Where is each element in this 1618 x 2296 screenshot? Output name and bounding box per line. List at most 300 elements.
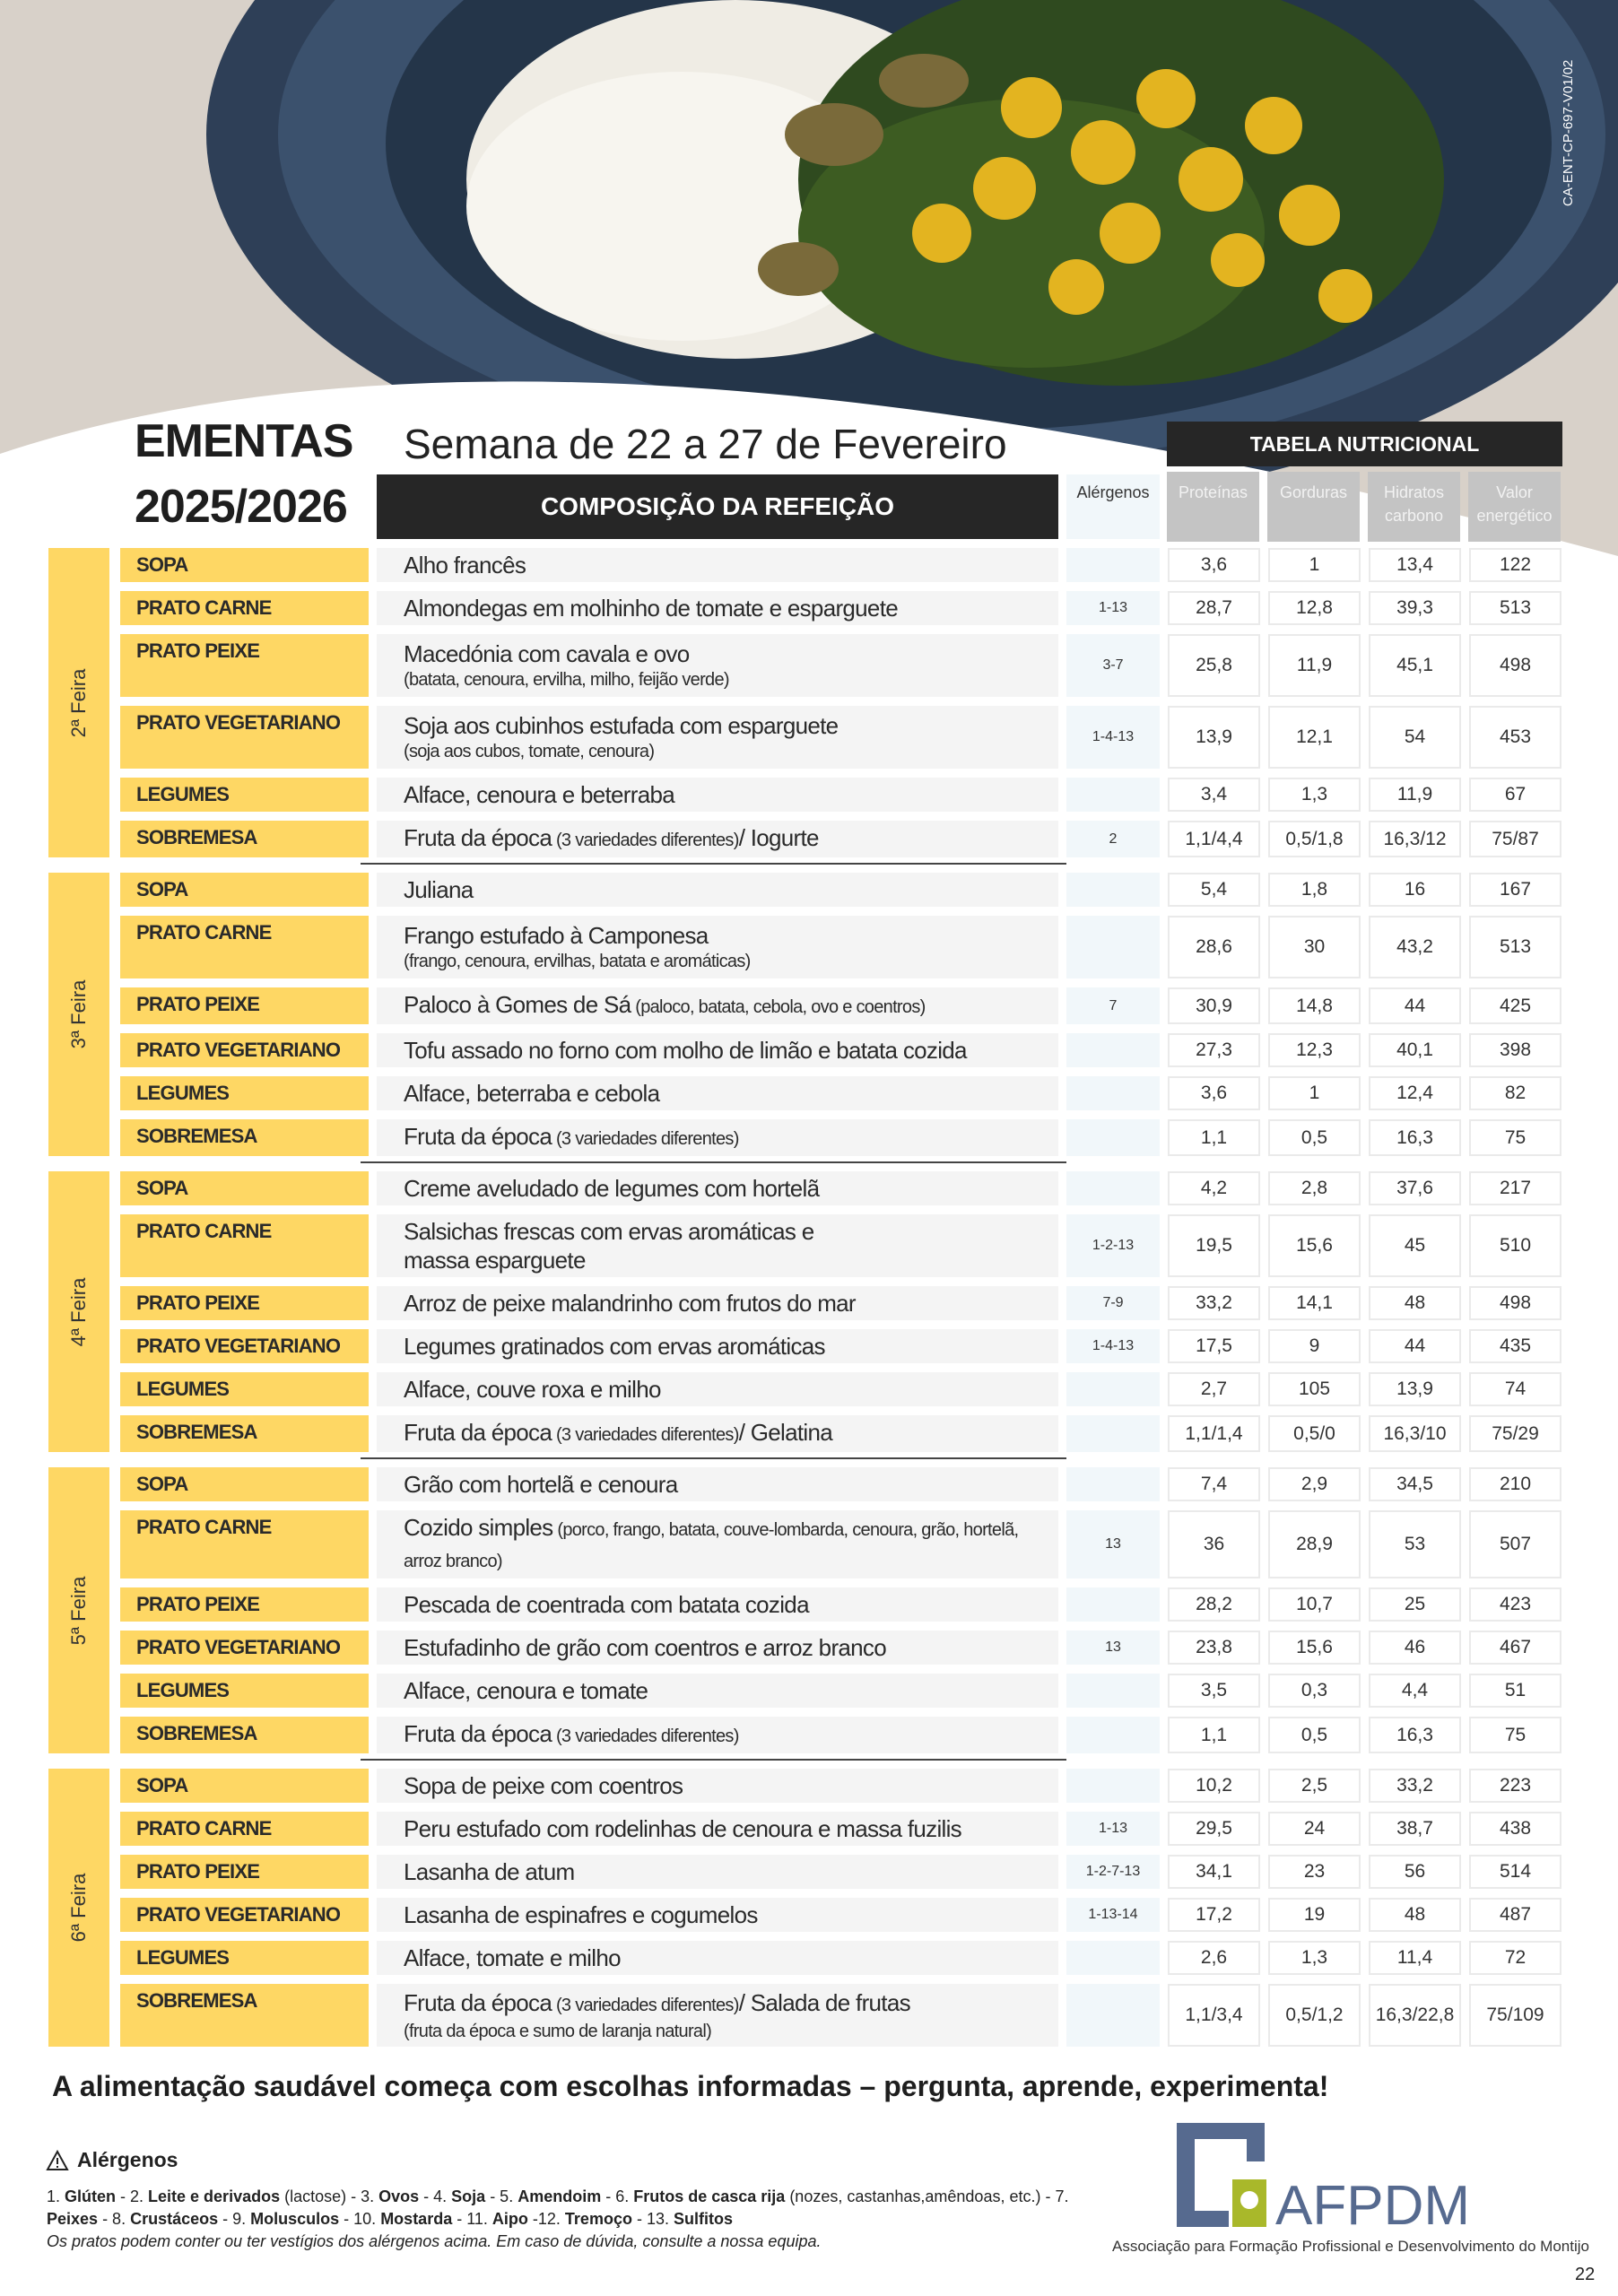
allergens-cell: 3-7 — [1066, 634, 1160, 697]
description-line — [404, 780, 1053, 809]
dish-name: Almondegas em molhinho de tomate e esparguete — [404, 595, 898, 622]
energy-value: 435 — [1469, 1329, 1561, 1363]
energy-value: 507 — [1469, 1510, 1561, 1578]
meal-description — [377, 1812, 1058, 1846]
description-line — [404, 1375, 1053, 1404]
energy-value: 75/109 — [1469, 1984, 1561, 2047]
allergen-text: -12. — [527, 2210, 565, 2228]
proteins-value: 17,5 — [1168, 1329, 1260, 1363]
proteins-value: 5,4 — [1168, 873, 1260, 907]
allergens-cell — [1066, 1587, 1160, 1622]
menu-row — [120, 706, 1564, 769]
fats-value: 0,5/1,8 — [1268, 821, 1361, 857]
fats-value: 23 — [1268, 1855, 1361, 1889]
fats-value: 1,3 — [1268, 778, 1361, 812]
description-line — [404, 875, 1053, 904]
dish-ingredients: (batata, cenoura, ervilha, milho, feijão verde) — [404, 670, 729, 690]
menu-row — [120, 1171, 1564, 1205]
meal-category: SOBREMESA — [120, 821, 369, 857]
meal-category: PRATO PEIXE — [120, 987, 369, 1024]
proteins-value: 7,4 — [1168, 1467, 1260, 1501]
dish-name: Fruta da época — [404, 1123, 552, 1150]
meal-category: SOPA — [120, 1467, 369, 1501]
menu-row — [120, 1812, 1564, 1846]
allergen-name: Crustáceos — [130, 2210, 219, 2228]
menu-row — [120, 1674, 1564, 1708]
energy-value: 82 — [1469, 1076, 1561, 1110]
energy-value: 210 — [1469, 1467, 1561, 1501]
dish-name: Fruta da época — [404, 824, 552, 851]
menu-row — [120, 634, 1564, 697]
proteins-value: 17,2 — [1168, 1898, 1260, 1932]
page-title: EMENTAS — [135, 415, 353, 467]
carbs-value: 40,1 — [1369, 1033, 1461, 1067]
meal-category: PRATO VEGETARIANO — [120, 1898, 369, 1932]
menu-row — [120, 591, 1564, 625]
energy-value: 498 — [1469, 634, 1561, 697]
allergens-cell — [1066, 778, 1160, 812]
day-separator — [361, 1457, 1066, 1459]
energy-value: 67 — [1469, 778, 1561, 812]
day-label: 6ª Feira — [67, 1873, 90, 1943]
allergen-name: Ovos — [378, 2187, 420, 2205]
allergen-name: Soja — [451, 2187, 486, 2205]
meal-category: SOPA — [120, 1769, 369, 1803]
description-line — [404, 1513, 1053, 1576]
meal-category: PRATO VEGETARIANO — [120, 1329, 369, 1363]
allergen-text: (nozes, castanhas,amêndoas, etc.) - 7. — [785, 2187, 1069, 2205]
dish-name: Pescada de coentrada com batata cozida — [404, 1591, 809, 1618]
allergen-text: - 8. — [98, 2210, 131, 2228]
meal-description — [377, 706, 1058, 769]
allergens-cell — [1066, 1415, 1160, 1452]
description-line — [404, 711, 1053, 740]
proteins-column-header: Proteínas — [1167, 472, 1259, 542]
description-line — [404, 1289, 1053, 1318]
allergen-name: Leite e derivados — [148, 2187, 281, 2205]
meal-category: LEGUMES — [120, 1372, 369, 1406]
description-line — [404, 1590, 1053, 1619]
menu-row — [120, 1769, 1564, 1803]
day-label: 3ª Feira — [67, 979, 90, 1049]
allergen-name: Mostarda — [380, 2210, 453, 2228]
menu-row — [120, 548, 1564, 582]
allergen-text: - 2. — [116, 2187, 149, 2205]
allergens-cell — [1066, 1076, 1160, 1110]
fats-value: 15,6 — [1268, 1631, 1361, 1665]
meal-category: SOBREMESA — [120, 1717, 369, 1753]
carbs-value: 44 — [1369, 1329, 1461, 1363]
meal-description — [377, 987, 1058, 1024]
nutrition-table-header: TABELA NUTRICIONAL — [1167, 422, 1562, 466]
proteins-value: 33,2 — [1168, 1286, 1260, 1320]
day-separator — [361, 863, 1066, 865]
allergen-name: Amendoim — [518, 2187, 602, 2205]
fats-value: 10,7 — [1268, 1587, 1361, 1622]
meal-category: PRATO VEGETARIANO — [120, 1631, 369, 1665]
description-line — [404, 823, 1053, 855]
fats-column-header: Gorduras — [1267, 472, 1360, 542]
proteins-value: 34,1 — [1168, 1855, 1260, 1889]
fats-value: 30 — [1268, 916, 1361, 978]
meal-description — [377, 1076, 1058, 1110]
meal-description — [377, 1119, 1058, 1156]
menu-row — [120, 778, 1564, 812]
energy-value: 75/29 — [1469, 1415, 1561, 1452]
proteins-value: 4,2 — [1168, 1171, 1260, 1205]
fats-value: 9 — [1268, 1329, 1361, 1363]
allergens-disclaimer: Os pratos podem conter ou ter vestígios dos alérgenos acima. Em caso de dúvida, consulte a nossa equipa. — [47, 2232, 822, 2250]
carbs-value: 45 — [1369, 1214, 1461, 1277]
menu-row — [120, 1510, 1564, 1578]
allergen-text: - 11. — [452, 2210, 492, 2228]
meal-description — [377, 1898, 1058, 1932]
carbs-value: 48 — [1369, 1286, 1461, 1320]
energy-value: 487 — [1469, 1898, 1561, 1932]
menu-row — [120, 1214, 1564, 1277]
day-band — [48, 548, 109, 857]
fats-value: 28,9 — [1268, 1510, 1361, 1578]
proteins-value: 3,6 — [1168, 548, 1260, 582]
meal-description — [377, 873, 1058, 907]
fats-value: 11,9 — [1268, 634, 1361, 697]
day-block — [48, 873, 1564, 1156]
energy-value: 510 — [1469, 1214, 1561, 1277]
allergens-cell — [1066, 1467, 1160, 1501]
carbs-value: 34,5 — [1369, 1467, 1461, 1501]
description-line — [404, 1676, 1053, 1705]
proteins-value: 28,2 — [1168, 1587, 1260, 1622]
meal-category: LEGUMES — [120, 1941, 369, 1975]
meal-category: LEGUMES — [120, 1674, 369, 1708]
meal-description — [377, 1415, 1058, 1452]
allergens-cell: 1-13 — [1066, 591, 1160, 625]
fats-value: 1,8 — [1268, 873, 1361, 907]
allergens-cell — [1066, 1674, 1160, 1708]
allergens-cell: 1-4-13 — [1066, 706, 1160, 769]
carbs-value: 16 — [1369, 873, 1461, 907]
meal-description — [377, 1855, 1058, 1889]
meal-category: SOBREMESA — [120, 1119, 369, 1156]
meal-category: SOPA — [120, 873, 369, 907]
dish-note: (3 variedades diferentes) — [552, 1726, 739, 1746]
proteins-value: 13,9 — [1168, 706, 1260, 769]
allergens-cell — [1066, 1372, 1160, 1406]
dish-name: Alface, cenoura e beterraba — [404, 781, 674, 808]
meal-category: SOPA — [120, 548, 369, 582]
dish-name: Cozido simples — [404, 1514, 553, 1541]
menu-row — [120, 987, 1564, 1024]
carbs-value: 33,2 — [1369, 1769, 1461, 1803]
allergen-name: Peixes — [47, 2210, 99, 2228]
menu-row — [120, 1855, 1564, 1889]
day-band — [48, 1171, 109, 1452]
dish-name: Tofu assado no forno com molho de limão e batata cozida — [404, 1037, 967, 1064]
carbs-value: 46 — [1369, 1631, 1461, 1665]
dish-name: Alface, tomate e milho — [404, 1944, 621, 1971]
menu-row — [120, 873, 1564, 907]
fats-value: 0,5/1,2 — [1268, 1984, 1361, 2047]
description-line — [404, 639, 1053, 668]
carbs-value: 16,3/10 — [1369, 1415, 1461, 1452]
description-line — [404, 1988, 1053, 2020]
meal-category: PRATO VEGETARIANO — [120, 706, 369, 769]
menu-row — [120, 1415, 1564, 1452]
energy-value: 513 — [1469, 916, 1561, 978]
carbs-value: 37,6 — [1369, 1171, 1461, 1205]
day-block — [48, 1769, 1564, 2047]
proteins-value: 1,1/4,4 — [1168, 821, 1260, 857]
energy-value: 498 — [1469, 1286, 1561, 1320]
school-year: 2025/2026 — [135, 481, 347, 533]
day-separator — [361, 1759, 1066, 1761]
meal-description — [377, 778, 1058, 812]
allergens-cell — [1066, 1769, 1160, 1803]
dish-name: Creme aveludado de legumes com hortelã — [404, 1175, 820, 1202]
dish-name: Estufadinho de grão com coentros e arroz branco — [404, 1634, 886, 1661]
day-rows — [120, 873, 1564, 1156]
description-line — [404, 1814, 1053, 1843]
proteins-value: 2,7 — [1168, 1372, 1260, 1406]
proteins-value: 3,6 — [1168, 1076, 1260, 1110]
fats-value: 2,8 — [1268, 1171, 1361, 1205]
allergens-cell — [1066, 1717, 1160, 1753]
dish-note: (3 variedades diferentes) — [552, 831, 739, 850]
fats-value: 0,5/0 — [1268, 1415, 1361, 1452]
description-line — [404, 1079, 1053, 1108]
meal-description — [377, 1372, 1058, 1406]
meal-description — [377, 1467, 1058, 1501]
allergens-cell — [1066, 873, 1160, 907]
description-line — [404, 1036, 1053, 1065]
menu-row — [120, 1033, 1564, 1067]
menu-row — [120, 1119, 1564, 1156]
carbs-value: 44 — [1369, 987, 1461, 1024]
document-code: CA-ENT-CP-697-V01/02 — [1561, 59, 1576, 206]
meal-category: PRATO PEIXE — [120, 634, 369, 697]
allergens-cell: 1-2-7-13 — [1066, 1855, 1160, 1889]
proteins-value: 36 — [1168, 1510, 1260, 1578]
energy-value: 453 — [1469, 706, 1561, 769]
carbs-value: 12,4 — [1369, 1076, 1461, 1110]
dish-name: Lasanha de espinafres e cogumelos — [404, 1901, 758, 1928]
energy-value: 514 — [1469, 1855, 1561, 1889]
meal-description — [377, 1631, 1058, 1665]
fats-value: 12,1 — [1268, 706, 1361, 769]
menu-row — [120, 1941, 1564, 1975]
meal-category: PRATO CARNE — [120, 1510, 369, 1578]
carbs-value: 43,2 — [1369, 916, 1461, 978]
proteins-value: 29,5 — [1168, 1812, 1260, 1846]
allergen-text: - 5. — [485, 2187, 518, 2205]
meal-category: PRATO CARNE — [120, 1214, 369, 1277]
carbs-value: 45,1 — [1369, 634, 1461, 697]
meal-category: PRATO PEIXE — [120, 1587, 369, 1622]
dish-name: Alface, beterraba e cebola — [404, 1080, 660, 1107]
carbs-value: 16,3 — [1369, 1119, 1461, 1156]
meal-description — [377, 1510, 1058, 1578]
dish-note: (3 variedades diferentes) — [552, 1995, 739, 2015]
proteins-value: 1,1/3,4 — [1168, 1984, 1260, 2047]
fats-value: 1,3 — [1268, 1941, 1361, 1975]
dish-name: Grão com hortelã e cenoura — [404, 1471, 678, 1498]
energy-value: 217 — [1469, 1171, 1561, 1205]
proteins-value: 3,4 — [1168, 778, 1260, 812]
description-line — [404, 1900, 1053, 1929]
carbs-value: 54 — [1369, 706, 1461, 769]
menu-row — [120, 1286, 1564, 1320]
energy-value: 425 — [1469, 987, 1561, 1024]
meal-category: LEGUMES — [120, 778, 369, 812]
dish-name: Fruta da época — [404, 1419, 552, 1446]
energy-column-header: Valor energético — [1468, 472, 1561, 542]
day-label: 2ª Feira — [67, 668, 90, 737]
menu-row — [120, 916, 1564, 978]
dish-name: Alho francês — [404, 552, 526, 578]
warning-icon — [47, 2151, 68, 2170]
proteins-value: 2,6 — [1168, 1941, 1260, 1975]
description-line — [404, 1217, 1053, 1274]
meal-description — [377, 1769, 1058, 1803]
allergens-legend-title — [47, 2148, 178, 2172]
proteins-value: 1,1 — [1168, 1717, 1260, 1753]
carbs-value: 56 — [1369, 1855, 1461, 1889]
carbs-value: 4,4 — [1369, 1674, 1461, 1708]
day-band — [48, 1769, 109, 2047]
energy-value: 75 — [1469, 1717, 1561, 1753]
allergen-text: - 4. — [419, 2187, 452, 2205]
dish-name: Legumes gratinados com ervas aromáticas — [404, 1333, 825, 1360]
proteins-value: 30,9 — [1168, 987, 1260, 1024]
dish-alternative: / Gelatina — [738, 1419, 832, 1446]
meal-category: PRATO PEIXE — [120, 1855, 369, 1889]
dish-name: Fruta da época — [404, 1720, 552, 1747]
meal-description — [377, 1214, 1058, 1277]
carbs-value: 39,3 — [1369, 591, 1461, 625]
energy-value: 72 — [1469, 1941, 1561, 1975]
day-rows — [120, 1467, 1564, 1753]
meal-description — [377, 1984, 1058, 2047]
meal-category: PRATO CARNE — [120, 1812, 369, 1846]
meal-description — [377, 634, 1058, 697]
description-line — [404, 1944, 1053, 1972]
energy-value: 398 — [1469, 1033, 1561, 1067]
description-line — [404, 594, 1053, 622]
meal-description — [377, 916, 1058, 978]
fats-value: 2,9 — [1268, 1467, 1361, 1501]
meal-description — [377, 1329, 1058, 1363]
fats-value: 0,5 — [1268, 1717, 1361, 1753]
meal-description — [377, 1587, 1058, 1622]
carbs-value: 11,9 — [1369, 778, 1461, 812]
dish-alternative: / Salada de frutas — [738, 1988, 910, 2016]
menu-row — [120, 1076, 1564, 1110]
association-name: Associação para Formação Profissional e Desenvolvimento do Montijo — [1112, 2238, 1589, 2255]
allergen-text: - 13. — [631, 2210, 674, 2228]
energy-value: 75/87 — [1469, 821, 1561, 857]
meal-description — [377, 1033, 1058, 1067]
week-title: Semana de 22 a 27 de Fevereiro — [404, 421, 1007, 467]
allergens-cell: 7-9 — [1066, 1286, 1160, 1320]
day-label: 4ª Feira — [67, 1277, 90, 1346]
proteins-value: 28,7 — [1168, 591, 1260, 625]
energy-value: 51 — [1469, 1674, 1561, 1708]
dish-name: Peru estufado com rodelinhas de cenoura e massa fuzilis — [404, 1815, 961, 1842]
allergens-cell — [1066, 1984, 1160, 2047]
carbs-value: 48 — [1369, 1898, 1461, 1932]
carbs-value: 13,4 — [1369, 548, 1461, 582]
proteins-value: 3,5 — [1168, 1674, 1260, 1708]
dish-name: Salsichas frescas com ervas aromáticas e massa esparguete — [404, 1218, 814, 1274]
energy-value: 167 — [1469, 873, 1561, 907]
menu-row — [120, 1631, 1564, 1665]
dish-ingredients: (frango, cenoura, ervilhas, batata e aromáticas) — [404, 952, 751, 971]
menu-row — [120, 1467, 1564, 1501]
description-line — [404, 1122, 1053, 1153]
carbs-value: 16,3 — [1369, 1717, 1461, 1753]
dish-name: Sopa de peixe com coentros — [404, 1772, 683, 1799]
meal-description — [377, 1674, 1058, 1708]
meal-description — [377, 1286, 1058, 1320]
day-band — [48, 873, 109, 1156]
meal-description — [377, 1171, 1058, 1205]
meal-description — [377, 591, 1058, 625]
allergens-cell: 1-13-14 — [1066, 1898, 1160, 1932]
fats-value: 15,6 — [1268, 1214, 1361, 1277]
dish-name: Soja aos cubinhos estufada com esparguete — [404, 712, 839, 739]
meal-category: PRATO VEGETARIANO — [120, 1033, 369, 1067]
energy-value: 75 — [1469, 1119, 1561, 1156]
meal-description — [377, 548, 1058, 582]
fats-value: 12,3 — [1268, 1033, 1361, 1067]
menu-row — [120, 1898, 1564, 1932]
fats-value: 14,1 — [1268, 1286, 1361, 1320]
dish-name: Arroz de peixe malandrinho com frutos do mar — [404, 1290, 856, 1317]
allergens-cell: 13 — [1066, 1510, 1160, 1578]
proteins-value: 1,1/1,4 — [1168, 1415, 1260, 1452]
allergens-cell: 7 — [1066, 987, 1160, 1024]
afpdm-logo — [1175, 2121, 1470, 2237]
allergens-cell — [1066, 548, 1160, 582]
fats-value: 1 — [1268, 548, 1361, 582]
meal-description — [377, 1717, 1058, 1753]
meal-category: PRATO CARNE — [120, 916, 369, 978]
meal-category: PRATO CARNE — [120, 591, 369, 625]
allergen-text: (lactose) - 3. — [280, 2187, 379, 2205]
allergen-name: Tremoço — [564, 2210, 632, 2228]
allergens-cell — [1066, 916, 1160, 978]
day-block — [48, 1171, 1564, 1452]
svg-text:AFPDM: AFPDM — [1275, 2175, 1470, 2237]
allergens-column-header: Alérgenos — [1066, 474, 1160, 539]
proteins-value: 10,2 — [1168, 1769, 1260, 1803]
allergens-legend-label: Alérgenos — [77, 2148, 178, 2171]
slogan: A alimentação saudável começa com escolhas informadas – pergunta, aprende, experimenta! — [52, 2070, 1329, 2102]
description-line — [404, 921, 1053, 950]
proteins-value: 25,8 — [1168, 634, 1260, 697]
proteins-value: 28,6 — [1168, 916, 1260, 978]
energy-value: 467 — [1469, 1631, 1561, 1665]
allergen-name: Glúten — [65, 2187, 117, 2205]
proteins-value: 19,5 — [1168, 1214, 1260, 1277]
energy-value: 223 — [1469, 1769, 1561, 1803]
fats-value: 12,8 — [1268, 591, 1361, 625]
dish-note: (3 variedades diferentes) — [552, 1425, 739, 1445]
meal-category: LEGUMES — [120, 1076, 369, 1110]
description-line — [404, 990, 1053, 1022]
fats-value: 24 — [1268, 1812, 1361, 1846]
meal-category: SOPA — [120, 1171, 369, 1205]
